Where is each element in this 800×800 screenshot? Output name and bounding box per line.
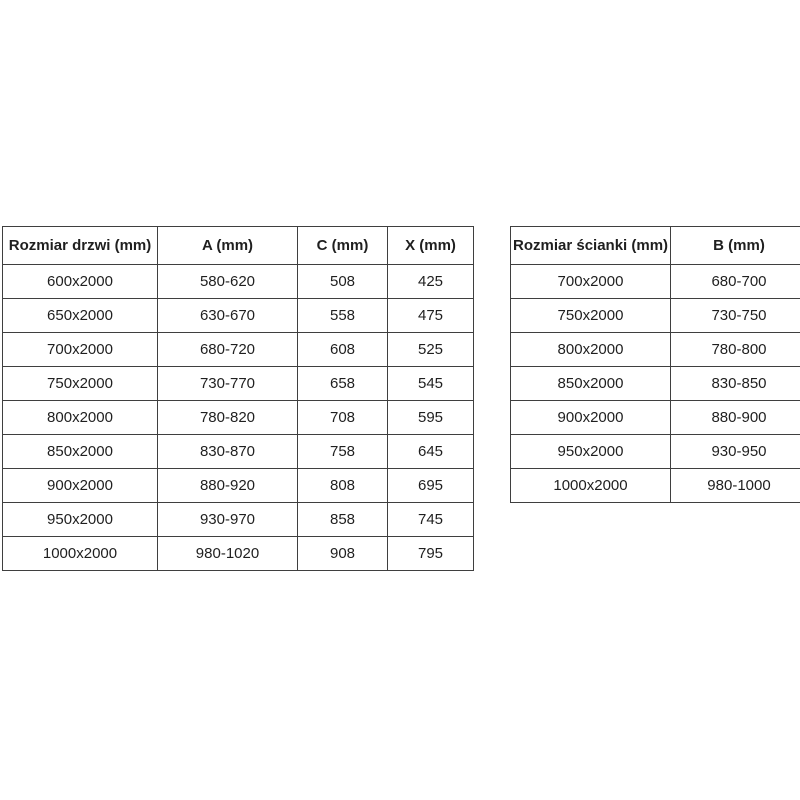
- table-row: [3, 537, 474, 571]
- door-size-table-header: [3, 227, 474, 265]
- table-cell: 830-870: [158, 435, 298, 469]
- table-row: [3, 367, 474, 401]
- table-cell: 830-850: [671, 367, 800, 401]
- table-cell: 850x2000: [3, 435, 158, 469]
- table-cell: 595: [388, 401, 474, 435]
- table-cell: 880-900: [671, 401, 800, 435]
- table-row: [3, 435, 474, 469]
- table-cell: 730-750: [671, 299, 800, 333]
- table-cell: 708: [298, 401, 388, 435]
- table-cell: 980-1000: [671, 469, 800, 503]
- table-cell: 475: [388, 299, 474, 333]
- table-cell: 908: [298, 537, 388, 571]
- table-cell: 1000x2000: [511, 469, 671, 503]
- table-row: [511, 401, 800, 435]
- table-row: [3, 299, 474, 333]
- table-cell: 680-720: [158, 333, 298, 367]
- table-cell: 600x2000: [3, 265, 158, 299]
- table-cell: 700x2000: [511, 265, 671, 299]
- table-cell: 858: [298, 503, 388, 537]
- table-cell: 680-700: [671, 265, 800, 299]
- table-cell: 850x2000: [511, 367, 671, 401]
- table-cell: 1000x2000: [3, 537, 158, 571]
- table-row: [511, 299, 800, 333]
- table-cell: 800x2000: [511, 333, 671, 367]
- table-cell: 750x2000: [511, 299, 671, 333]
- table-cell: 950x2000: [511, 435, 671, 469]
- table-cell: 608: [298, 333, 388, 367]
- table-row: [511, 265, 800, 299]
- table-row: [3, 265, 474, 299]
- column-header: B (mm): [671, 227, 800, 265]
- table-cell: 795: [388, 537, 474, 571]
- table-cell: 758: [298, 435, 388, 469]
- table-cell: 658: [298, 367, 388, 401]
- table-cell: 700x2000: [3, 333, 158, 367]
- table-cell: 808: [298, 469, 388, 503]
- table-row: [511, 333, 800, 367]
- table-cell: 930-970: [158, 503, 298, 537]
- table-cell: 980-1020: [158, 537, 298, 571]
- door-size-table: [2, 226, 474, 571]
- table-cell: 800x2000: [3, 401, 158, 435]
- table-row: [511, 469, 800, 503]
- table-row: [3, 333, 474, 367]
- table-row: [511, 435, 800, 469]
- table-cell: 900x2000: [3, 469, 158, 503]
- wall-panel-size-table-body: [511, 265, 800, 503]
- wall-panel-size-table-header: [511, 227, 800, 265]
- table-cell: 750x2000: [3, 367, 158, 401]
- wall-panel-size-table: [510, 226, 800, 503]
- table-cell: 880-920: [158, 469, 298, 503]
- table-cell: 695: [388, 469, 474, 503]
- table-cell: 558: [298, 299, 388, 333]
- table-row: [3, 401, 474, 435]
- table-cell: 425: [388, 265, 474, 299]
- table-cell: 630-670: [158, 299, 298, 333]
- column-header: C (mm): [298, 227, 388, 265]
- table-cell: 580-620: [158, 265, 298, 299]
- table-cell: 745: [388, 503, 474, 537]
- table-cell: 508: [298, 265, 388, 299]
- table-cell: 780-820: [158, 401, 298, 435]
- column-header: A (mm): [158, 227, 298, 265]
- table-cell: 950x2000: [3, 503, 158, 537]
- table-cell: 730-770: [158, 367, 298, 401]
- column-header: Rozmiar drzwi (mm): [3, 227, 158, 265]
- door-size-table-body: [3, 265, 474, 571]
- table-cell: 645: [388, 435, 474, 469]
- table-row: [511, 367, 800, 401]
- table-row: [3, 503, 474, 537]
- table-header-row: [511, 227, 800, 265]
- column-header: X (mm): [388, 227, 474, 265]
- table-cell: 525: [388, 333, 474, 367]
- column-header: Rozmiar ścianki (mm): [511, 227, 671, 265]
- table-cell: 650x2000: [3, 299, 158, 333]
- table-cell: 545: [388, 367, 474, 401]
- table-cell: 900x2000: [511, 401, 671, 435]
- table-header-row: [3, 227, 474, 265]
- table-cell: 780-800: [671, 333, 800, 367]
- table-row: [3, 469, 474, 503]
- table-cell: 930-950: [671, 435, 800, 469]
